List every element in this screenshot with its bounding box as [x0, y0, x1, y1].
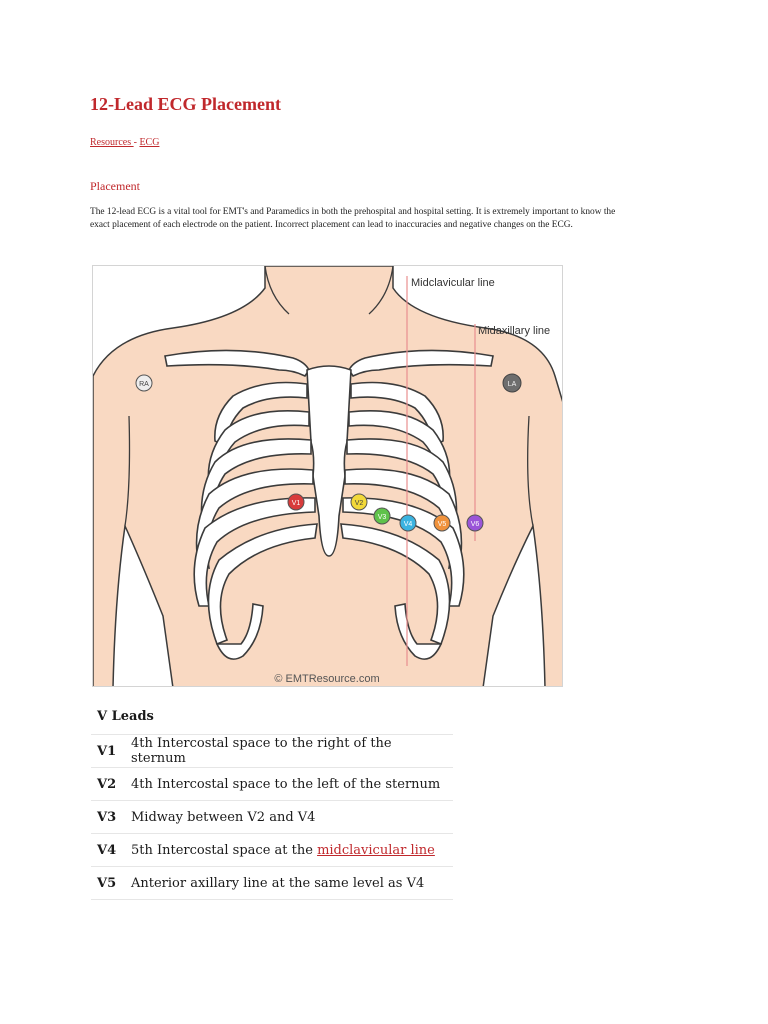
breadcrumb [90, 137, 159, 148]
electrode-v4 [400, 515, 416, 531]
table-row [91, 735, 453, 768]
electrode-la [503, 374, 521, 392]
lead-description-text: 5th Intercostal space at the [131, 842, 318, 858]
section-heading-placement: Placement [90, 179, 140, 193]
lead-name: V3 [91, 801, 125, 834]
svg-text:V2: V2 [354, 500, 364, 507]
svg-text:RA: RA [139, 381, 149, 388]
electrode-v5 [434, 515, 450, 531]
chest-illustration [93, 266, 563, 687]
lead-name: V1 [91, 735, 125, 768]
electrode-v6 [467, 515, 483, 531]
v-leads-caption: V Leads [97, 709, 154, 724]
lead-name: V4 [91, 834, 125, 867]
intro-paragraph: The 12-lead ECG is a vital tool for EMT's and Paramedics in both the prehospital and hospital setting. It is extremely important to know the exact placement of each electrode on the patient. Incorrect placement can lead to inaccuracies and negative changes on the ECG. [90, 207, 616, 230]
table-row [91, 768, 453, 801]
ecg-placement-diagram [92, 265, 563, 687]
diagram-copyright: © EMTResource.com [274, 673, 380, 685]
lead-description: 4th Intercostal space to the right of the sternum [125, 735, 453, 768]
midclavicular-line-link[interactable]: midclavicular line [317, 842, 435, 858]
electrode-v3 [374, 508, 390, 524]
page-title: 12-Lead ECG Placement [90, 94, 281, 114]
svg-text:V5: V5 [437, 521, 447, 528]
breadcrumb-separator: - [133, 137, 140, 148]
svg-text:LA: LA [507, 381, 517, 388]
lead-description [125, 834, 453, 867]
table-row [91, 801, 453, 834]
electrode-ra [136, 375, 152, 391]
table-row [91, 867, 453, 900]
svg-text:V4: V4 [403, 521, 413, 528]
breadcrumb-ecg-link[interactable]: ECG [139, 137, 160, 148]
lead-description: 4th Intercostal space to the left of the sternum [125, 768, 453, 801]
electrode-v2 [351, 494, 367, 510]
table-row [91, 834, 453, 867]
svg-text:V6: V6 [470, 521, 480, 528]
svg-text:V1: V1 [291, 500, 301, 507]
lead-name: V2 [91, 768, 125, 801]
lead-description: Anterior axillary line at the same level as V4 [125, 867, 453, 900]
lead-description: Midway between V2 and V4 [125, 801, 453, 834]
electrode-v1 [288, 494, 304, 510]
breadcrumb-resources-link[interactable]: Resources [90, 137, 134, 148]
midclavicular-label: Midclavicular line [411, 277, 495, 289]
v-leads-table [91, 701, 453, 900]
svg-text:V3: V3 [377, 514, 387, 521]
lead-name: V5 [91, 867, 125, 900]
midaxillary-label: Midaxillary line [478, 325, 551, 337]
